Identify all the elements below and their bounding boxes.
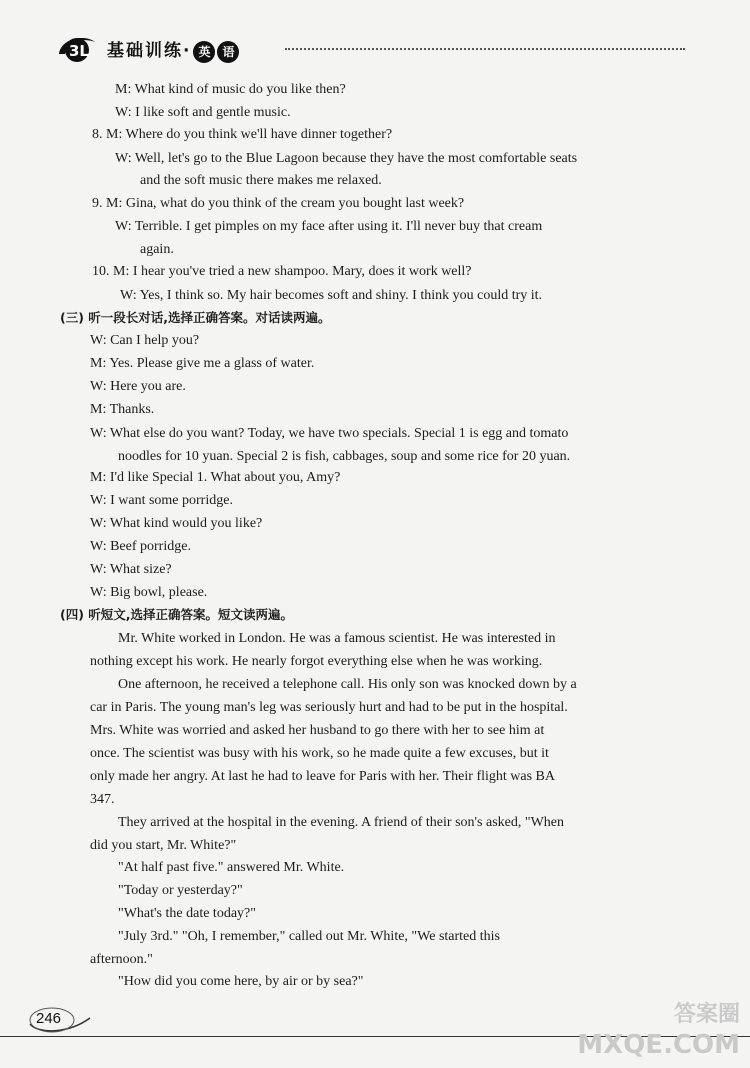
text-line: car in Paris. The young man's leg was seriously hurt and had to be put in the hospital.	[90, 700, 568, 715]
section-heading: (三) 听一段长对话,选择正确答案。对话读两遍。	[60, 310, 331, 325]
text-line: "At half past five." answered Mr. White.	[118, 860, 345, 875]
header-dotted-rule	[285, 48, 685, 50]
text-line: again.	[140, 242, 174, 257]
text-line: 347.	[90, 792, 115, 807]
text-line: M: What kind of music do you like then?	[115, 82, 346, 97]
text-line: once. The scientist was busy with his work, so he made quite a few excuses, but it	[90, 746, 549, 761]
header-badge-english-2: 语	[217, 41, 239, 63]
text-line: "What's the date today?"	[118, 906, 256, 921]
text-line: "How did you come here, by air or by sea?"	[118, 974, 364, 989]
text-line: W: Here you are.	[90, 379, 186, 394]
page-number: 246	[36, 1010, 62, 1027]
text-line: 9. M: Gina, what do you think of the cream you bought last week?	[92, 196, 465, 211]
page-number-badge	[28, 1004, 94, 1034]
text-line: did you start, Mr. White?"	[90, 838, 237, 853]
text-line: W: Can I help you?	[90, 333, 200, 348]
text-line: W: Terrible. I get pimples on my face after using it. I'll never buy that cream	[115, 219, 543, 234]
text-line: W: Yes, I think so. My hair becomes soft and shiny. I think you could try it.	[120, 288, 543, 303]
text-line: 8. M: Where do you think we'll have dinner together?	[92, 127, 393, 142]
text-line: only made her angry. At last he had to leave for Paris with her. Their flight was BA	[90, 769, 556, 784]
text-line: W: I like soft and gentle music.	[115, 105, 291, 120]
text-line: "Today or yesterday?"	[118, 883, 243, 898]
text-line: afternoon."	[90, 952, 153, 967]
text-line: "July 3rd." "Oh, I remember," called out Mr. White, "We started this	[118, 929, 500, 944]
text-line: Mrs. White was worried and asked her husband to go there with her to see him at	[90, 723, 545, 738]
header-title	[107, 36, 239, 63]
text-line: W: I want some porridge.	[90, 493, 233, 508]
text-line: They arrived at the hospital in the evening. A friend of their son's asked, "When	[118, 815, 565, 830]
text-line: M: Yes. Please give me a glass of water.	[90, 356, 315, 371]
text-line: and the soft music there makes me relaxed.	[140, 173, 382, 188]
text-line: 10. M: I hear you've tried a new shampoo. Mary, does it work well?	[92, 264, 472, 279]
text-line: One afternoon, he received a telephone call. His only son was knocked down by a	[118, 677, 577, 692]
text-line: W: What size?	[90, 562, 172, 577]
text-line: W: What else do you want? Today, we have two specials. Special 1 is egg and tomato	[90, 426, 569, 441]
series-logo-icon	[55, 32, 99, 66]
text-line: W: What kind would you like?	[90, 516, 263, 531]
section-heading: (四) 听短文,选择正确答案。短文读两遍。	[60, 607, 294, 622]
text-line: M: Thanks.	[90, 402, 155, 417]
watermark-line1: 答案圈	[673, 1002, 740, 1027]
page-header	[55, 30, 685, 70]
text-line: noodles for 10 yuan. Special 2 is fish, cabbages, soup and some rice for 20 yuan.	[118, 449, 571, 464]
svg-text:3L: 3L	[69, 42, 89, 60]
watermark-line2: MXQE.COM	[577, 1030, 740, 1060]
text-line: M: I'd like Special 1. What about you, Amy?	[90, 470, 341, 485]
watermark	[577, 1000, 740, 1060]
text-line: W: Big bowl, please.	[90, 585, 208, 600]
header-badge-english-1: 英	[193, 41, 215, 63]
header-title-text: 基础训练·	[107, 41, 192, 61]
text-line: W: Beef porridge.	[90, 539, 191, 554]
text-line: Mr. White worked in London. He was a famous scientist. He was interested in	[118, 631, 556, 646]
text-line: W: Well, let's go to the Blue Lagoon because they have the most comfortable seats	[115, 151, 578, 166]
text-line: nothing except his work. He nearly forgot everything else when he was working.	[90, 654, 543, 669]
